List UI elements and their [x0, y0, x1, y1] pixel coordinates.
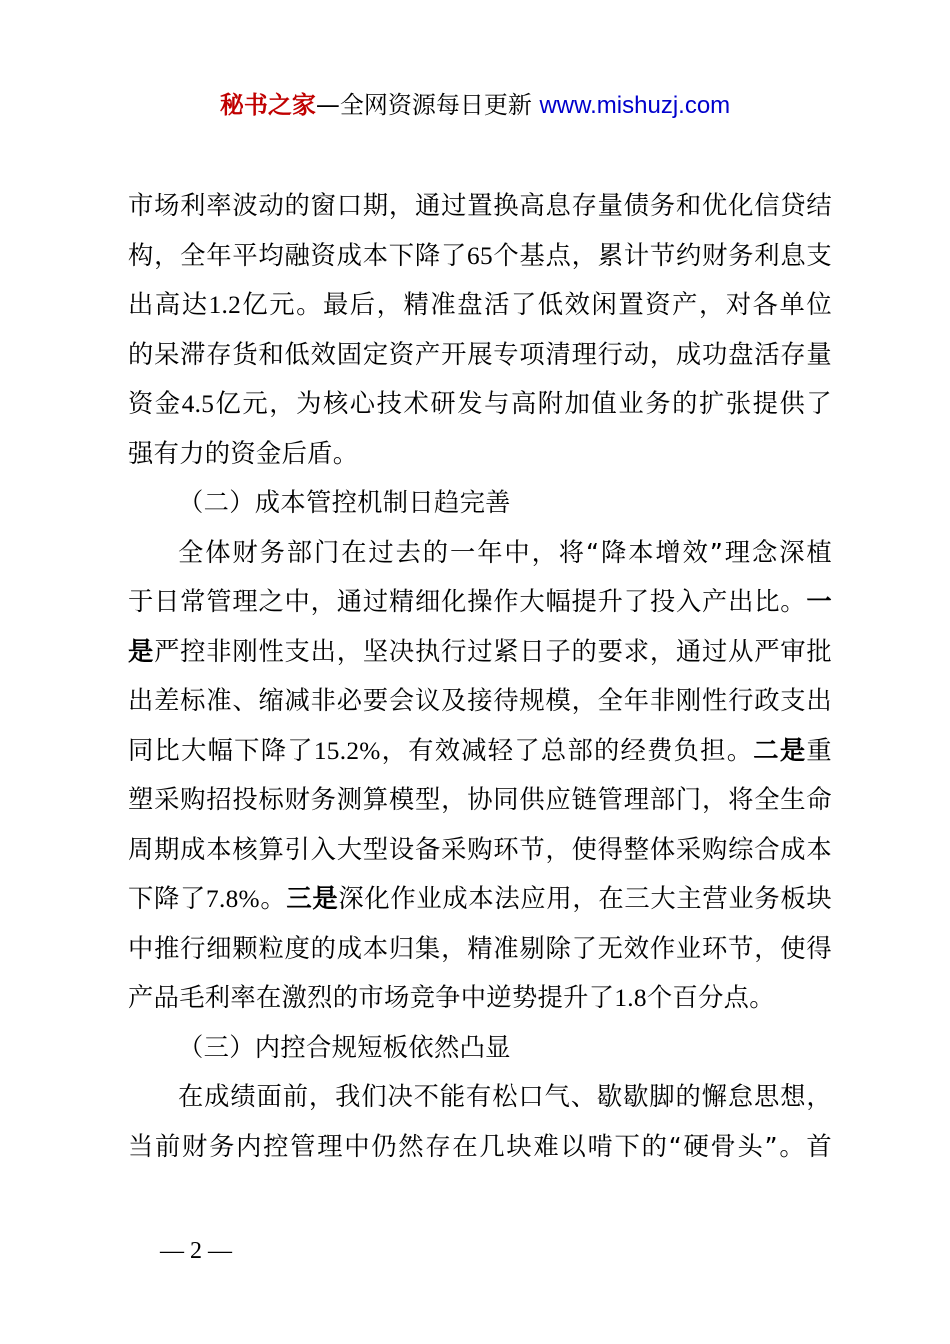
- text-line: 出差标准、缩减非必要会议及接待规模，全年非刚性行政支出: [128, 686, 832, 715]
- text-line: 中推行细颗粒度的成本归集，精准剔除了无效作业环节，使得: [128, 933, 832, 963]
- text-line: 塑采购招投标财务测算模型，协同供应链管理部门，将全生命: [128, 785, 832, 814]
- paragraph-first-line: 在成绩面前，我们决不能有松口气、歇歇脚的懈怠思想，: [178, 1082, 832, 1111]
- paragraph-first-line: 全体财务部门在过去的一年中，将“降本增效”理念深植: [178, 537, 832, 567]
- site-header: [0, 88, 950, 123]
- text-line: 产品毛利率在激烈的市场竞争中逆势提升了1.8个百分点。: [128, 983, 775, 1012]
- brand-name: 秘书之家: [219, 91, 316, 119]
- text-line: 下降了7.8%。三是深化作业成本法应用，在三大主营业务板块: [128, 884, 833, 913]
- section-heading-3: （三）内控合规短板依然凸显: [178, 1032, 511, 1062]
- text-line: 资金4.5亿元，为核心技术研发与高附加值业务的扩张提供了: [128, 389, 832, 418]
- text-line: 市场利率波动的窗口期，通过置换高息存量债务和优化信贷结: [128, 191, 832, 220]
- text-line: 于日常管理之中，通过精细化操作大幅提升了投入产出比。一: [128, 587, 832, 616]
- text-line: 当前财务内控管理中仍然存在几块难以啃下的“硬骨头”。首: [128, 1131, 832, 1161]
- page-number: — 2 —: [160, 1238, 232, 1264]
- text-line: 周期成本核算引入大型设备采购环节，使得整体采购综合成本: [128, 834, 832, 864]
- text-line: 出高达1.2亿元。最后，精准盘活了低效闲置资产，对各单位: [128, 290, 832, 319]
- text-line: 强有力的资金后盾。: [128, 438, 359, 468]
- text-line: 的呆滞存货和低效固定资产开展专项清理行动，成功盘活存量: [128, 339, 832, 369]
- site-url[interactable]: www.mishuzj.com: [539, 92, 731, 119]
- section-heading-2: （二）成本管控机制日趋完善: [178, 488, 511, 517]
- document-body: [128, 181, 832, 1171]
- text-line: 同比大幅下降了15.2%，有效减轻了总部的经费负担。二是重: [128, 735, 832, 765]
- header-tagline: —全网资源每日更新: [315, 91, 532, 119]
- text-line: 构，全年平均融资成本下降了65个基点，累计节约财务利息支: [128, 240, 832, 270]
- text-line: 是严控非刚性支出，坚决执行过紧日子的要求，通过从严审批: [128, 636, 832, 666]
